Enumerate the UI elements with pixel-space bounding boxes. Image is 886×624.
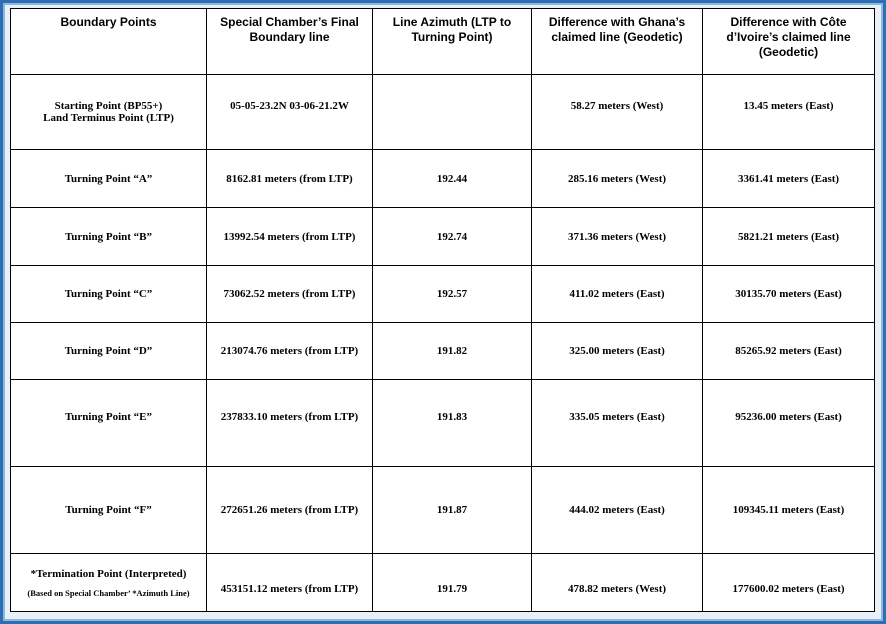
- table-row: [11, 554, 875, 612]
- civ-difference-cell: 5821.21 meters (East): [703, 208, 875, 266]
- boundary-point-subname: Land Terminus Point (LTP): [43, 112, 174, 124]
- azimuth-cell: 192.57: [373, 266, 532, 323]
- final-boundary-cell: 05-05-23.2N 03-06-21.2W: [207, 75, 373, 150]
- final-boundary-cell: 13992.54 meters (from LTP): [207, 208, 373, 266]
- header-row: [11, 9, 875, 75]
- boundary-point-cell: [11, 554, 207, 612]
- ghana-difference-cell: 285.16 meters (West): [532, 150, 703, 208]
- azimuth-cell: 192.74: [373, 208, 532, 266]
- azimuth-cell: [373, 75, 532, 150]
- termination-point-note: (Based on Special Chamber’ *Azimuth Line): [27, 587, 190, 598]
- table-row: [11, 380, 875, 467]
- table-row: [11, 266, 875, 323]
- ghana-difference-cell: 478.82 meters (West): [532, 554, 703, 612]
- azimuth-cell: 192.44: [373, 150, 532, 208]
- boundary-point-cell: Turning Point “A”: [11, 150, 207, 208]
- boundary-point-cell: Turning Point “C”: [11, 266, 207, 323]
- boundary-point-cell: [11, 75, 207, 150]
- boundary-points-table: [10, 8, 875, 612]
- ghana-difference-cell: 58.27 meters (West): [532, 75, 703, 150]
- final-boundary-cell: 237833.10 meters (from LTP): [207, 380, 373, 467]
- ghana-difference-cell: 411.02 meters (East): [532, 266, 703, 323]
- final-boundary-cell: 213074.76 meters (from LTP): [207, 323, 373, 380]
- boundary-point-cell: Turning Point “B”: [11, 208, 207, 266]
- table-row: [11, 323, 875, 380]
- civ-difference-cell: 85265.92 meters (East): [703, 323, 875, 380]
- civ-difference-cell: 13.45 meters (East): [703, 75, 875, 150]
- termination-point-name: *Termination Point (Interpreted): [30, 567, 187, 580]
- boundary-point-name: Starting Point (BP55+): [54, 100, 163, 112]
- civ-difference-cell: 30135.70 meters (East): [703, 266, 875, 323]
- azimuth-cell: 191.79: [373, 554, 532, 612]
- azimuth-cell: 191.82: [373, 323, 532, 380]
- header-boundary-points: Boundary Points: [11, 9, 207, 75]
- ghana-difference-cell: 371.36 meters (West): [532, 208, 703, 266]
- civ-difference-cell: 95236.00 meters (East): [703, 380, 875, 467]
- final-boundary-cell: 8162.81 meters (from LTP): [207, 150, 373, 208]
- ghana-difference-cell: 444.02 meters (East): [532, 467, 703, 554]
- civ-difference-cell: 177600.02 meters (East): [703, 554, 875, 612]
- azimuth-cell: 191.87: [373, 467, 532, 554]
- header-line-azimuth: Line Azimuth (LTP to Turning Point): [373, 9, 532, 75]
- civ-difference-cell: 3361.41 meters (East): [703, 150, 875, 208]
- final-boundary-cell: 453151.12 meters (from LTP): [207, 554, 373, 612]
- table-row: [11, 75, 875, 150]
- boundary-point-cell: Turning Point “D”: [11, 323, 207, 380]
- azimuth-cell: 191.83: [373, 380, 532, 467]
- civ-difference-cell: 109345.11 meters (East): [703, 467, 875, 554]
- table-row: [11, 208, 875, 266]
- header-ghana-difference: Difference with Ghana’s claimed line (Geodetic): [532, 9, 703, 75]
- header-civ-difference: Difference with Côte d’Ivoire’s claimed line (Geodetic): [703, 9, 875, 75]
- table-row: [11, 150, 875, 208]
- table-row: [11, 467, 875, 554]
- final-boundary-cell: 272651.26 meters (from LTP): [207, 467, 373, 554]
- header-final-boundary-line: Special Chamber’s Final Boundary line: [207, 9, 373, 75]
- boundary-point-cell: Turning Point “F”: [11, 467, 207, 554]
- boundary-point-cell: Turning Point “E”: [11, 380, 207, 467]
- ghana-difference-cell: 325.00 meters (East): [532, 323, 703, 380]
- final-boundary-cell: 73062.52 meters (from LTP): [207, 266, 373, 323]
- ghana-difference-cell: 335.05 meters (East): [532, 380, 703, 467]
